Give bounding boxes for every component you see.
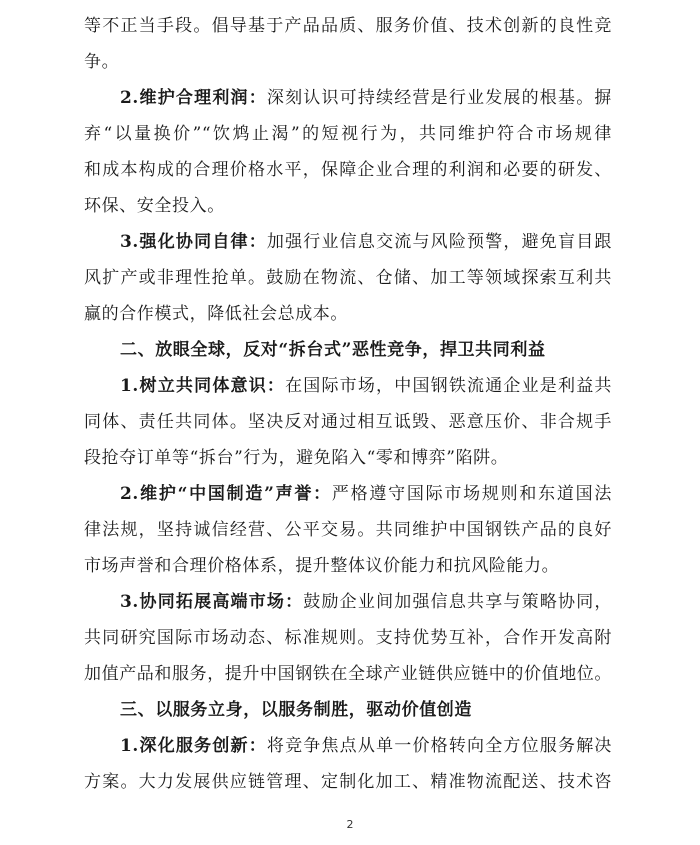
- body-text: 严格遵守国际市场规则和东道国法: [331, 484, 613, 504]
- body-line: 同体、责任共同体。坚决反对通过相互诋毁、恶意压价、非合规手: [84, 412, 612, 432]
- paragraph-lead: 2.维护合理利润：: [120, 88, 267, 108]
- body-line: 赢的合作模式，降低社会总成本。: [84, 304, 348, 324]
- body-line: 市场声誉和合理价格体系，提升整体议价能力和抗风险能力。: [84, 556, 560, 576]
- body-line: 争。: [84, 52, 120, 72]
- paragraph-lead: 3.强化协同自律：: [120, 232, 267, 252]
- body-line: 律法规，坚持诚信经营、公平交易。共同维护中国钢铁产品的良好: [84, 520, 612, 540]
- paragraph-lead: 1.深化服务创新：: [120, 736, 267, 756]
- document-body: [84, 8, 612, 800]
- page-number: 2: [346, 818, 354, 831]
- body-line: 弃“以量换价”“饮鸩止渴”的短视行为，共同维护符合市场规律: [84, 124, 612, 144]
- body-line: 风扩产或非理性抢单。鼓励在物流、仓储、加工等领域探索互利共: [84, 268, 612, 288]
- body-line: 共同研究国际市场动态、标准规则。支持优势互补，合作开发高附: [84, 628, 612, 648]
- body-line: 段抢夺订单等“拆台”行为，避免陷入“零和博弈”陷阱。: [84, 448, 509, 468]
- paragraph-first-line: [84, 476, 612, 512]
- section-heading: 三、以服务立身，以服务制胜，驱动价值创造: [120, 700, 472, 720]
- paragraph-first-line: [84, 224, 612, 260]
- body-text: 深刻认识可持续经营是行业发展的根基。摒: [266, 88, 612, 108]
- section-heading: 二、放眼全球，反对“拆台式”恶性竞争，捍卫共同利益: [120, 340, 546, 360]
- body-line: 等不正当手段。倡导基于产品品质、服务价值、技术创新的良性竞: [84, 16, 612, 36]
- body-line: 加值产品和服务，提升中国钢铁在全球产业链供应链中的价值地位。: [84, 664, 612, 684]
- paragraph-lead: 1.树立共同体意识：: [120, 376, 286, 396]
- body-text: 将竞争焦点从单一价格转向全方位服务解决: [266, 736, 612, 756]
- paragraph-first-line: [84, 80, 612, 116]
- paragraph-first-line: [84, 728, 612, 764]
- body-text: 鼓励企业间加强信息共享与策略协同，: [303, 592, 612, 612]
- paragraph-first-line: [84, 368, 612, 404]
- body-text: 加强行业信息交流与风险预警，避免盲目跟: [266, 232, 612, 252]
- paragraph-lead: 2.维护“中国制造”声誉：: [120, 484, 332, 504]
- body-line: 环保、安全投入。: [84, 196, 225, 216]
- body-line: 方案。大力发展供应链管理、定制化加工、精准物流配送、技术咨: [84, 772, 612, 792]
- paragraph-lead: 3.协同拓展高端市场：: [120, 592, 304, 612]
- paragraph-first-line: [84, 584, 612, 620]
- body-text: 在国际市场，中国钢铁流通企业是利益共: [285, 376, 612, 396]
- body-line: 和成本构成的合理价格水平，保障企业合理的利润和必要的研发、: [84, 160, 612, 180]
